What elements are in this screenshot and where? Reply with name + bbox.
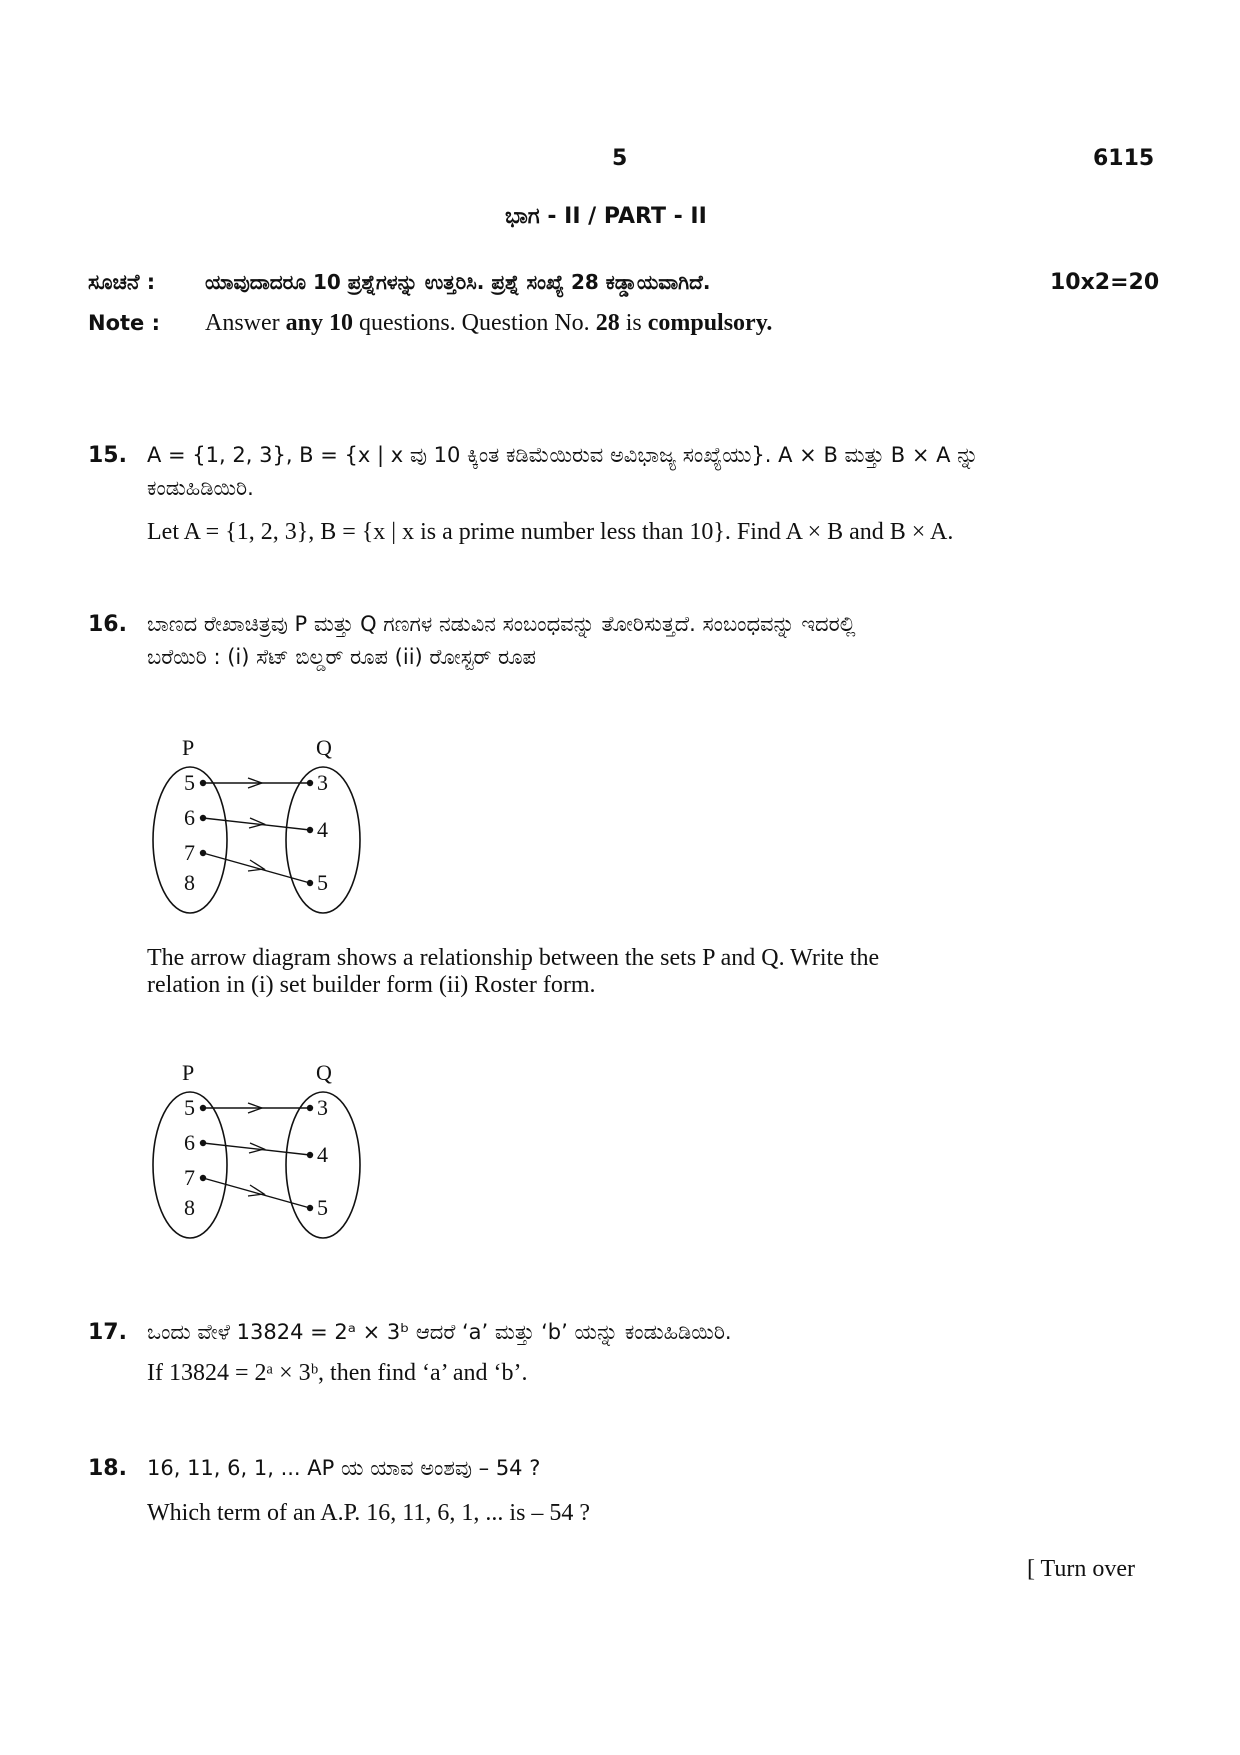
mapping-arrow (203, 818, 310, 830)
mapping-arrow (203, 1143, 310, 1155)
note-text-bold: any 10 (285, 310, 354, 336)
question-17-kn-line: ಒಂದು ವೇಳೆ 13824 = 2ᵃ × 3ᵇ ಆದರೆ ‘a’ ಮತ್ತು ‘b’ ಯನ್ನು ಕಂಡುಹಿಡಿಯಿರಿ. (147, 1320, 732, 1344)
question-18-kn-line: 16, 11, 6, 1, ... AP ಯ ಯಾವ ಅಂಶವು – 54 ? (147, 1456, 541, 1480)
set-p-label: P (182, 1060, 195, 1085)
question-15-number: 15. (88, 443, 127, 468)
q-element: 5 (317, 1195, 328, 1220)
set-q-label: Q (316, 735, 332, 760)
question-16-en-line2: relation in (i) set builder form (ii) Roster form. (147, 972, 596, 998)
question-16-kn-line2: ಬರೆಯಿರಿ : (i) ಸೆಟ್ ಬಿಲ್ಡರ್ ರೂಪ (ii) ರೋಸ್ಟರ್ ರೂಪ (147, 645, 537, 669)
p-element: 6 (184, 1130, 195, 1155)
note-label: Note : (88, 311, 160, 335)
instruction-label-kn: ಸೂಚನೆ : (88, 270, 156, 294)
question-18-en-line: Which term of an A.P. 16, 11, 6, 1, ... is – 54 ? (147, 1500, 591, 1526)
arrow-diagram-2 (140, 1055, 380, 1240)
p-element: 8 (184, 870, 195, 895)
part-title: ಭಾಗ - II / PART - II (505, 204, 707, 229)
note-text (205, 310, 772, 337)
note-text-bold: 28 (595, 310, 620, 336)
question-18-number: 18. (88, 1456, 127, 1481)
paper-code: 6115 (1093, 146, 1155, 171)
p-element: 5 (184, 1095, 195, 1120)
marks-scheme: 10x2=20 (1050, 270, 1160, 295)
p-element: 7 (184, 1165, 195, 1190)
note-text-part: Answer (205, 310, 280, 336)
mapping-arrow (203, 1178, 310, 1208)
set-p-label: P (182, 735, 195, 760)
note-text-part: is (625, 310, 642, 336)
set-q-label: Q (316, 1060, 332, 1085)
question-15-en-line: Let A = {1, 2, 3}, B = {x | x is a prime number less than 10}. Find A × B and B × A. (147, 519, 954, 545)
question-16-kn-line1: ಬಾಣದ ರೇಖಾಚಿತ್ರವು P ಮತ್ತು Q ಗಣಗಳ ನಡುವಿನ ಸಂಬಂಧವನ್ನು ತೋರಿಸುತ್ತದೆ. ಸಂಬಂಧವನ್ನು ಇದರಲ್ಲಿ (147, 612, 856, 636)
q-element: 3 (317, 1095, 328, 1120)
question-17-number: 17. (88, 1320, 127, 1345)
question-17-en-line: If 13824 = 2ᵃ × 3ᵇ, then find ‘a’ and ‘b’. (147, 1360, 528, 1386)
note-text-part: questions. Question No. (359, 310, 590, 336)
mapping-arrow (203, 853, 310, 883)
p-element: 6 (184, 805, 195, 830)
note-text-bold: compulsory. (647, 310, 773, 336)
p-element: 5 (184, 770, 195, 795)
turn-over-note: [ Turn over (1027, 1556, 1136, 1582)
p-element: 8 (184, 1195, 195, 1220)
q-element: 4 (317, 817, 328, 842)
question-16-number: 16. (88, 612, 127, 637)
question-15-kn-line2: ಕಂಡುಹಿಡಿಯಿರಿ. (147, 476, 254, 500)
question-15-kn-line1: A = {1, 2, 3}, B = {x | x ವು 10 ಕ್ಕಿಂತ ಕಡಿಮೆಯಿರುವ ಅವಿಭಾಜ್ಯ ಸಂಖ್ಯೆಯು}. A × B ಮತ್ತು B × A ನ್ನು (147, 443, 979, 467)
p-element: 7 (184, 840, 195, 865)
question-16-en-line1: The arrow diagram shows a relationship between the sets P and Q. Write the (147, 945, 880, 971)
q-element: 5 (317, 870, 328, 895)
arrow-diagram-1 (140, 730, 380, 915)
instruction-text-kn: ಯಾವುದಾದರೂ 10 ಪ್ರಶ್ನೆಗಳನ್ನು ಉತ್ತರಿಸಿ. ಪ್ರಶ್ನೆ ಸಂಖ್ಯೆ 28 ಕಡ್ಡಾಯವಾಗಿದೆ. (205, 270, 711, 294)
q-element: 3 (317, 770, 328, 795)
page-number: 5 (612, 146, 628, 171)
q-element: 4 (317, 1142, 328, 1167)
